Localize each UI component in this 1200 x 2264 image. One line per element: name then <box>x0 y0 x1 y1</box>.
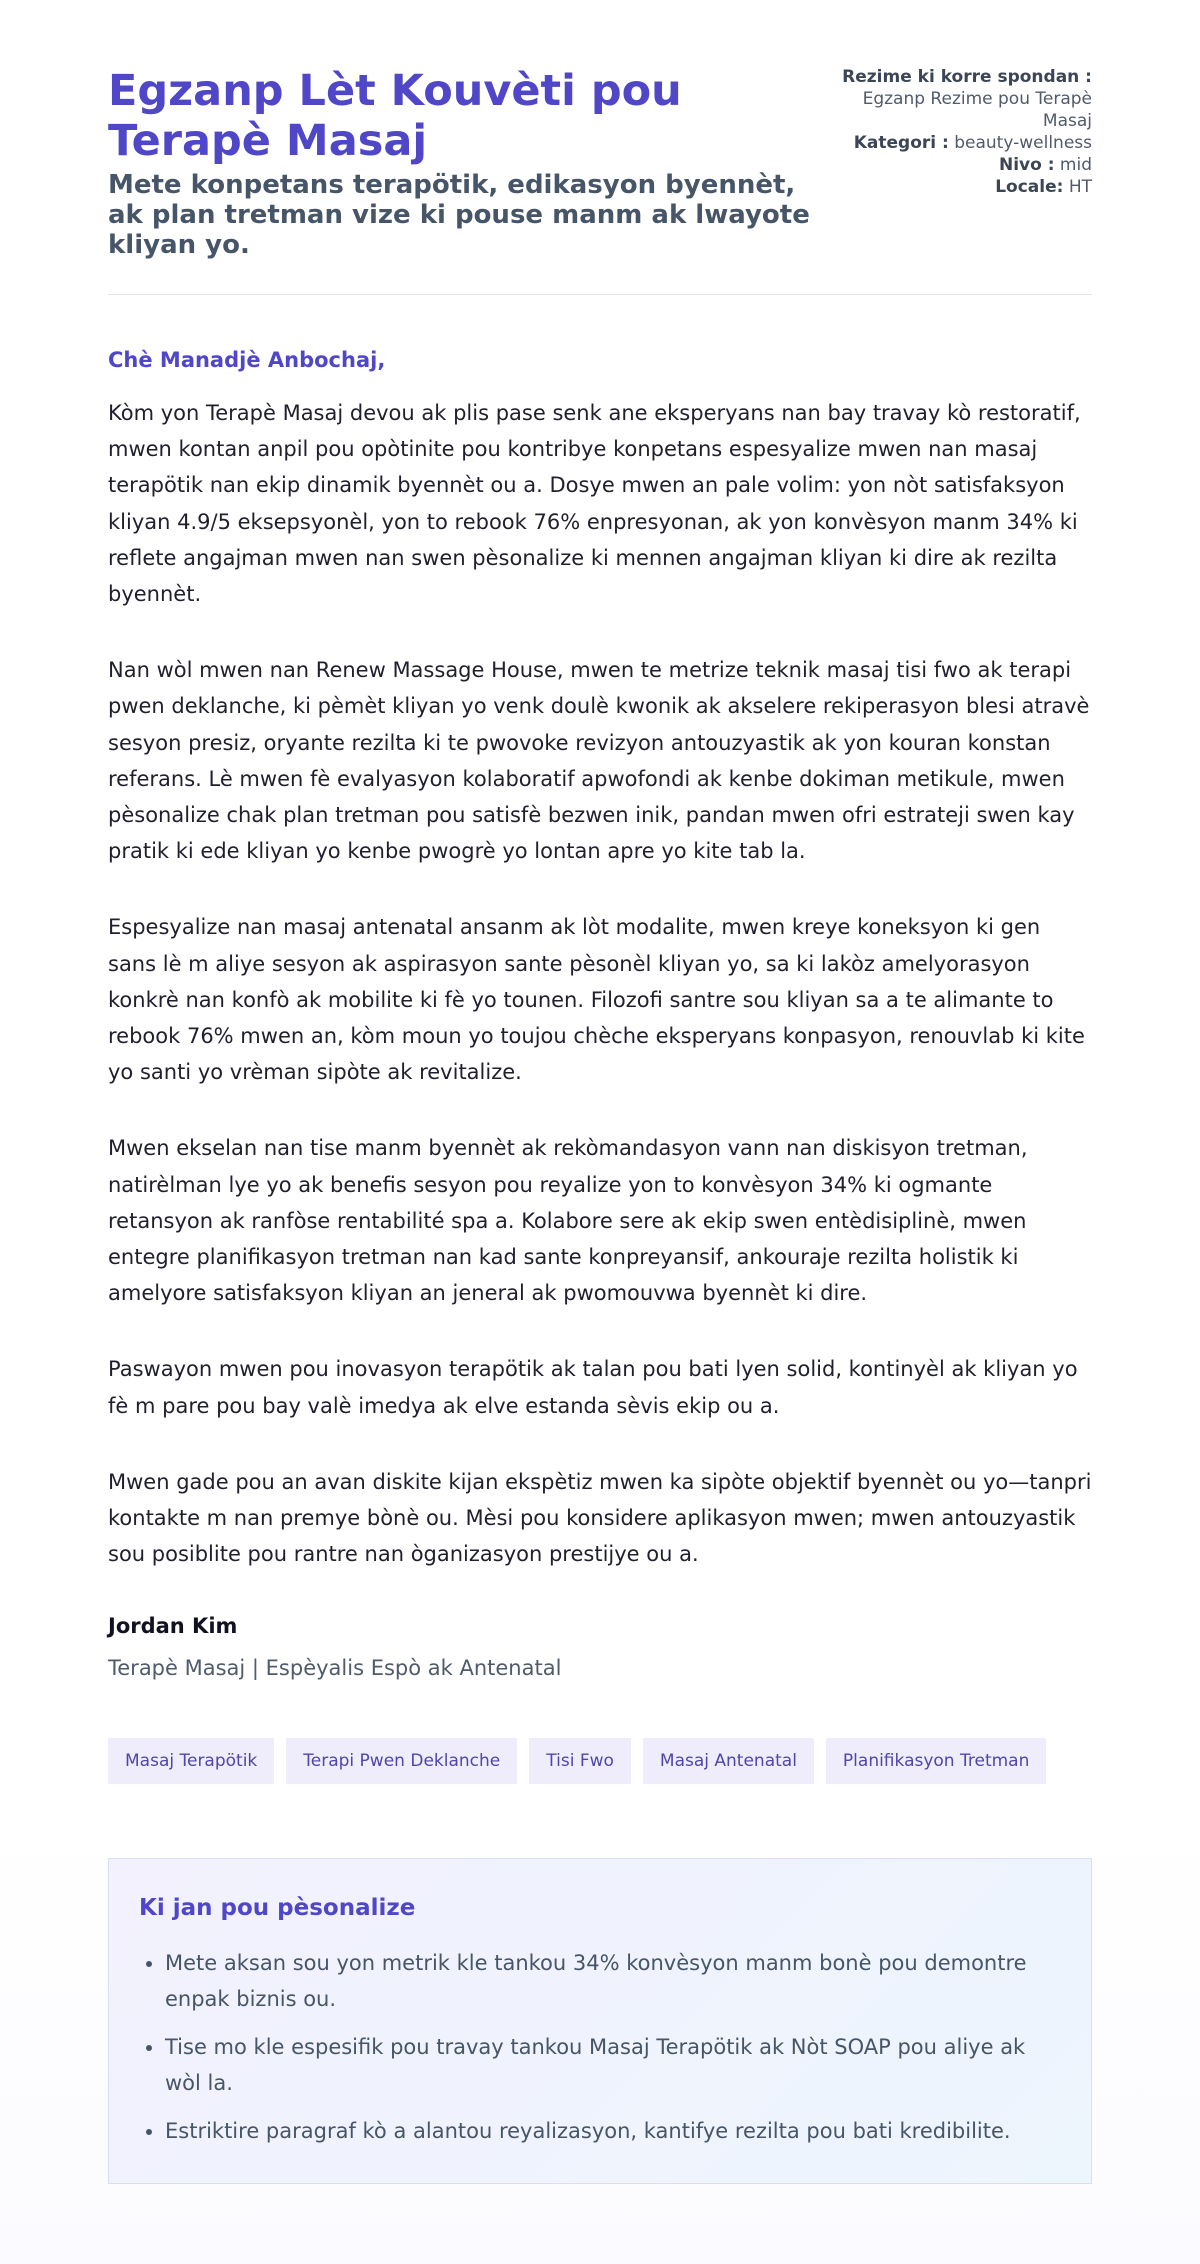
meta-panel <box>813 66 1092 198</box>
meta-resume <box>813 66 1092 132</box>
letter-paragraph: Kòm yon Terapè Masaj devou ak plis pase senk ane eksperyans nan bay travay kò restoratif, mwen kontan anpil pou opòtinite pou kontribye konpetans espesyalize mwen nan masaj terapötik nan ekip dinamik byennèt ou a. Dosye mwen an pale volim: yon nòt satisfaksyon kliyan 4.9/5 eksepsyonèl, yon to rebook 76% enpresyonan, ak yon konvèsyon manm 34% ki reflete angajman mwen nan swen pèsonalize ki mennen angajman kliyan ki dire ak rezilta byennèt. <box>108 401 1081 607</box>
signature <box>108 1612 1092 1682</box>
tips-item: • Mete aksan sou yon metrik kle tankou 34% konvèsyon manm bonè pou demontre enpak biznis ou. <box>165 1945 1061 2017</box>
meta-resume-label: Rezime ki korre spondan : <box>842 67 1092 87</box>
meta-locale <box>813 176 1092 198</box>
skill-tags <box>108 1738 1092 1784</box>
tips-item: • Tise mo kle espesifik pou travay tankou Masaj Terapötik ak Nòt SOAP pou aliye ak wòl la. <box>165 2029 1061 2101</box>
skill-tag: Tisi Fwo <box>529 1738 631 1784</box>
letter-paragraph: Mwen gade pou an avan diskite kijan ekspètiz mwen ka sipòte objektif byennèt ou yo—tanpri kontakte m nan premye bònè ou. Mèsi pou konsidere aplikasyon mwen; mwen antouzyastik sou posiblite pou rantre nan òganizasyon prestijye ou a. <box>108 1469 1092 1567</box>
tips-item: • Estriktire paragraf kò a alantou reyalizasyon, kantifye rezilta pou bati kredibilite. <box>165 2113 1061 2149</box>
tips-list <box>139 1945 1061 2149</box>
letter-paragraph: Espesyalize nan masaj antenatal ansanm ak lòt modalite, mwen kreye koneksyon ki gen sans lè m aliye sesyon ak aspirasyon sante pèsonèl kliyan yo, sa ki lakòz amelyorasyon konkrè nan konfò ak mobilite ki fè yo tounen. Filozofi santre sou kliyan sa a te alimante to rebook 76% mwen an, kòm moun yo toujou chèche eksperyans konpasyon, renouvlab ki kite yo santi yo vrèman sipòte ak revitalize. <box>108 915 1085 1085</box>
skill-tag: Planifikasyon Tretman <box>826 1738 1046 1784</box>
signature-role: Terapè Masaj | Espèyalis Espò ak Antenatal <box>108 1656 562 1681</box>
page-title: Egzanp Lèt Kouvèti pou Terapè Masaj <box>108 66 682 166</box>
header-left <box>108 66 813 260</box>
meta-category-value: beauty-wellness <box>954 133 1092 153</box>
meta-level-value: mid <box>1059 155 1092 175</box>
skill-tag: Masaj Antenatal <box>643 1738 814 1784</box>
tips-title: Ki jan pou pèsonalize <box>139 1895 416 1922</box>
signature-name: Jordan Kim <box>108 1614 238 1639</box>
skill-tag: Masaj Terapötik <box>108 1738 274 1784</box>
meta-level-label: Nivo : <box>998 155 1055 175</box>
meta-locale-label: Locale: <box>995 177 1064 197</box>
meta-category <box>813 132 1092 154</box>
meta-category-label: Kategori : <box>853 133 949 153</box>
meta-resume-link[interactable]: Egzanp Rezime pou Terapè Masaj <box>862 89 1092 131</box>
meta-locale-value: HT <box>1068 177 1092 197</box>
letter-body <box>108 395 1092 1572</box>
letter-salutation: Chè Manadjè Anbochaj, <box>108 348 386 372</box>
header <box>108 66 1092 295</box>
skill-tag: Terapi Pwen Deklanche <box>286 1738 517 1784</box>
letter-paragraph: Nan wòl mwen nan Renew Massage House, mwen te metrize teknik masaj tisi fwo ak terapi pwen deklanche, ki pèmèt kliyan yo venk doulè kwonik ak akselere rekiperasyon blesi atravè sesyon presiz, oryante rezilta ki te pwovoke revizyon antouzyastik ak yon kouran konstan referans. Lè mwen fè evalyasyon kolaboratif apwofondi ak kenbe dokiman metikule, mwen pèsonalize chak plan tretman pou satisfè bezwen inik, pandan mwen ofri estrateji swen kay pratik ki ede kliyan yo kenbe pwogrè yo lontan apre yo kite tab la. <box>108 658 1090 864</box>
letter-paragraph: Mwen ekselan nan tise manm byennèt ak rekòmandasyon vann nan diskisyon tretman, natirèlman lye yo ak benefis sesyon pou reyalize yon to konvèsyon 34% ki ogmante retansyon ak ranfòse rentabilité spa a. Kolabore sere ak ekip swen entèdisiplinè, mwen entegre planifikasyon tretman nan kad sante konpreyansif, ankouraje rezilta holistik ki amelyore satisfaksyon kliyan an jeneral ak pwomouvwa byennèt ki dire. <box>108 1136 1028 1306</box>
page-subtitle: Mete konpetans terapötik, edikasyon byennèt, ak plan tretman vize ki pouse manm ak lwayote kliyan yo. <box>108 170 810 260</box>
letter-paragraph: Paswayon mwen pou inovasyon terapötik ak talan pou bati lyen solid, kontinyèl ak kliyan yo fè m pare pou bay valè imedya ak elve estanda sèvis ekip ou a. <box>108 1357 1078 1418</box>
customization-tips-box <box>108 1858 1092 2184</box>
meta-level <box>813 154 1092 176</box>
